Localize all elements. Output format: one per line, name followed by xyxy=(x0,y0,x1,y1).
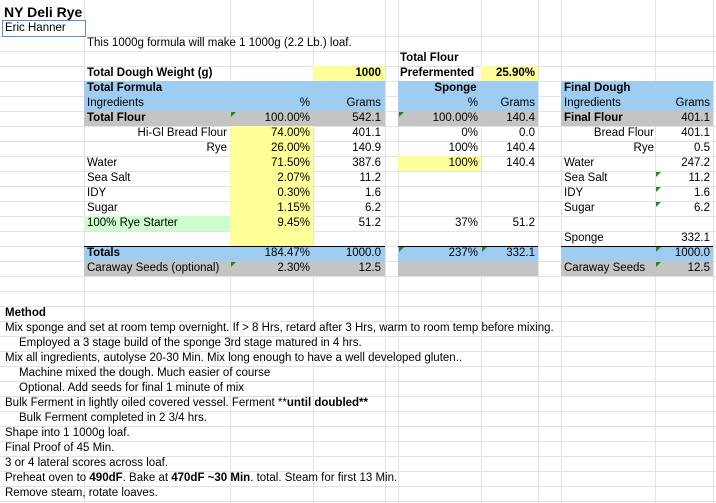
final-grams[interactable]: 12.5 xyxy=(687,262,710,274)
total-flour-label: Total Flour xyxy=(400,52,459,64)
method-line: Shape into 1 1000g loaf. xyxy=(5,427,130,439)
comment-indicator-icon[interactable] xyxy=(482,247,487,252)
row-grams[interactable]: 11.2 xyxy=(359,172,381,184)
method-text: . Bake at xyxy=(122,472,172,484)
totals-border xyxy=(84,246,385,247)
row-grams[interactable]: 387.6 xyxy=(352,157,381,169)
final-grams[interactable]: 1.6 xyxy=(694,187,710,199)
final-label: Final Flour xyxy=(564,112,623,124)
totals-grams[interactable]: 1000.0 xyxy=(345,247,381,259)
sponge-grams[interactable]: 51.2 xyxy=(512,217,535,229)
row-percent[interactable]: 1.15% xyxy=(277,202,310,214)
final-label: Sugar xyxy=(564,202,595,214)
percent-header: % xyxy=(299,97,310,109)
final-label: Bread Flour xyxy=(593,127,654,139)
method-line: Bulk Ferment completed in 2 3/4 hrs. xyxy=(19,412,207,424)
row-grams[interactable]: 1.6 xyxy=(365,187,381,199)
method-line: Final Proof of 45 Min. xyxy=(5,442,115,454)
comment-indicator-icon[interactable] xyxy=(656,247,661,252)
row-label: Water xyxy=(87,157,118,169)
sponge-totals-percent[interactable]: 237% xyxy=(448,247,478,259)
method-line: Mix sponge and set at room temp overnight. If > 8 Hrs, retard after 3 Hrs, warm to room temp before mixing. xyxy=(5,322,554,334)
sponge-percent[interactable]: 37% xyxy=(454,217,478,229)
method-text: Preheat oven to xyxy=(5,472,90,484)
final-totals-grams[interactable]: 1000.0 xyxy=(674,247,710,259)
grams-header: Grams xyxy=(346,97,381,109)
row-grams[interactable]: 401.1 xyxy=(352,127,381,139)
row-percent[interactable]: 2.07% xyxy=(277,172,310,184)
row-percent[interactable]: 26.00% xyxy=(270,142,310,154)
final-grams[interactable]: 247.2 xyxy=(681,157,710,169)
totals-border xyxy=(561,246,713,247)
sponge-header: Sponge xyxy=(434,82,477,94)
method-emphasis: until doubled** xyxy=(286,397,369,409)
row-grams[interactable]: 542.1 xyxy=(352,112,381,124)
comment-indicator-icon[interactable] xyxy=(231,112,236,117)
final-label: Water xyxy=(564,157,595,169)
row-grams[interactable]: 51.2 xyxy=(358,217,381,229)
formula-note: This 1000g formula will make 1 1000g (2.2 Lb.) loaf. xyxy=(87,37,352,49)
total-dough-weight-label: Total Dough Weight (g) xyxy=(87,67,213,79)
row-label: Rye xyxy=(206,142,227,154)
row-label: Caraway Seeds (optional) xyxy=(87,262,220,274)
final-grams[interactable]: 0.5 xyxy=(694,142,710,154)
comment-indicator-icon[interactable] xyxy=(399,247,404,252)
final-label: Sponge xyxy=(564,232,604,244)
ingredients-header: Ingredients xyxy=(87,97,144,109)
row-percent[interactable]: 74.00% xyxy=(270,127,310,139)
totals-label: Totals xyxy=(87,247,121,259)
method-emphasis: 470dF ~30 Min xyxy=(171,472,251,484)
final-grams[interactable]: 401.1 xyxy=(681,127,710,139)
method-emphasis: 490dF xyxy=(89,472,123,484)
comment-indicator-icon[interactable] xyxy=(399,112,404,117)
sponge-grams[interactable]: 0.0 xyxy=(519,127,535,139)
method-line: Optional. Add seeds for final 1 minute of mix xyxy=(19,382,245,394)
comment-indicator-icon[interactable] xyxy=(231,262,236,267)
method-line: Machine mixed the dough. Much easier of course xyxy=(19,367,271,379)
final-ingredients-header: Ingredients xyxy=(564,97,621,109)
row-label: Total Flour xyxy=(87,112,146,124)
row-percent[interactable]: 9.45% xyxy=(277,217,310,229)
row-grams[interactable]: 6.2 xyxy=(365,202,381,214)
final-grams[interactable]: 6.2 xyxy=(694,202,710,214)
preferment-value[interactable]: 25.90% xyxy=(495,67,535,79)
sponge-percent[interactable]: 100% xyxy=(448,142,478,154)
sheet-title: NY Deli Rye xyxy=(4,4,83,20)
method-line: Mix all ingredients, autolyse 20-30 Min. Mix long enough to have a well developed gluten.. xyxy=(5,352,463,364)
method-line xyxy=(5,471,710,486)
row-label: Sea Salt xyxy=(87,172,131,184)
final-label: Sea Salt xyxy=(564,172,608,184)
preferment-label: Prefermented xyxy=(400,67,475,79)
sponge-percent[interactable]: 0% xyxy=(461,127,478,139)
method-header: Method xyxy=(5,307,46,319)
row-percent[interactable]: 0.30% xyxy=(277,187,310,199)
sponge-grams[interactable]: 140.4 xyxy=(506,142,535,154)
method-line xyxy=(5,396,710,411)
sponge-grams-header: Grams xyxy=(500,97,535,109)
row-label: IDY xyxy=(87,187,107,199)
final-dough-header: Final Dough xyxy=(564,82,631,94)
final-label: Caraway Seeds xyxy=(564,262,646,274)
sponge-grams[interactable]: 140.4 xyxy=(506,157,535,169)
author-name: Eric Hanner xyxy=(5,22,66,34)
sponge-percent[interactable]: 100% xyxy=(448,157,478,169)
method-line: Remove steam, rotate loaves. xyxy=(5,487,158,499)
final-label: Rye xyxy=(633,142,654,154)
sponge-grams[interactable]: 140.4 xyxy=(506,112,535,124)
row-percent[interactable]: 100.00% xyxy=(264,112,310,124)
comment-indicator-icon[interactable] xyxy=(656,172,661,177)
method-text: Bulk Ferment in lightly oiled covered vessel. Ferment ** xyxy=(5,397,287,409)
totals-border xyxy=(398,246,538,247)
method-line: Employed a 3 stage build of the sponge 3rd stage matured in 4 hrs. xyxy=(19,337,362,349)
totals-percent[interactable]: 184.47% xyxy=(264,247,310,259)
total-dough-weight-value[interactable]: 1000 xyxy=(355,67,381,79)
comment-indicator-icon[interactable] xyxy=(656,187,661,192)
row-label: Sugar xyxy=(87,202,118,214)
method-text: . total. Steam for first 13 Min. xyxy=(250,472,398,484)
final-grams[interactable]: 332.1 xyxy=(681,232,710,244)
sponge-percent-header: % xyxy=(467,97,478,109)
sponge-totals-grams[interactable]: 332.1 xyxy=(506,247,535,259)
method-line: 3 or 4 lateral scores across loaf. xyxy=(5,457,168,469)
final-grams-header: Grams xyxy=(675,97,710,109)
final-label: IDY xyxy=(564,187,584,199)
row-percent[interactable]: 2.30% xyxy=(277,262,310,274)
comment-indicator-icon[interactable] xyxy=(656,202,661,207)
row-grams[interactable]: 12.5 xyxy=(358,262,381,274)
final-grams[interactable]: 11.2 xyxy=(688,172,710,184)
row-label: 100% Rye Starter xyxy=(87,217,178,229)
comment-indicator-icon[interactable] xyxy=(656,262,661,267)
final-grams[interactable]: 401.1 xyxy=(681,112,710,124)
row-label: Hi-Gl Bread Flour xyxy=(137,127,227,139)
row-percent[interactable]: 71.50% xyxy=(270,157,310,169)
total-formula-header: Total Formula xyxy=(87,82,163,94)
sponge-percent[interactable]: 100.00% xyxy=(432,112,478,124)
row-grams[interactable]: 140.9 xyxy=(352,142,381,154)
